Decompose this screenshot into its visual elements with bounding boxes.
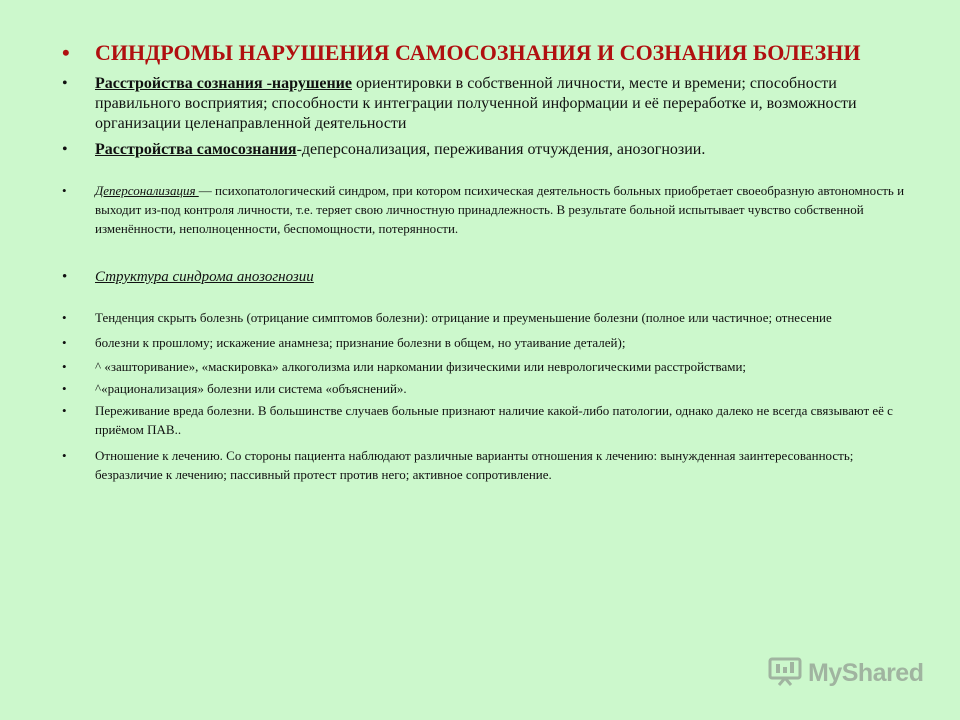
- bullet-dot: •: [62, 75, 68, 92]
- structure-item: [62, 357, 912, 376]
- structure-item: [62, 446, 912, 484]
- term-depersonalization: Деперсонализация: [95, 183, 199, 198]
- bullet-dot: •: [62, 403, 67, 418]
- term-self-consciousness: Расстройства самосознания: [95, 141, 297, 158]
- list-item-self-consciousness: [62, 140, 912, 160]
- structure-item: [62, 308, 912, 327]
- list-item-consciousness: [62, 74, 912, 134]
- text-consciousness: ориентировки в собственной личности, месте и времени; способности правильного восприятия; способности к интеграции полученной информации и её переработке и, возможности организации целенаправленной деятельности: [95, 75, 857, 132]
- bullet-dot: •: [62, 141, 68, 158]
- structure-item-text: ^ «зашторивание», «маскировка» алкоголизма или наркомании физическими или неврологическими расстройствами;: [95, 359, 747, 374]
- bullet-dot: •: [62, 269, 68, 285]
- slide-title-text: СИНДРОМЫ НАРУШЕНИЯ САМОСОЗНАНИЯ И СОЗНАНИЯ БОЛЕЗНИ: [95, 40, 861, 65]
- bullet-dot: •: [62, 183, 67, 198]
- list-item-depersonalization: [62, 181, 912, 238]
- text-depersonalization: — психопатологический синдром, при котором психическая деятельность больных приобретает своеобразную автономность и выходит из-под контроля личности, т.е. теряет свою личностную принадлежность. В результате больной испытывает чувство собственной изменённости, неполноценности, беспомощности, потерянности.: [95, 183, 905, 236]
- structure-item-text: Тенденция скрыть болезнь (отрицание симптомов болезни): отрицание и преуменьшение болезни (полное или частичное; отнесение: [95, 310, 832, 325]
- bullet-list: [62, 40, 912, 484]
- presentation-board-icon: [768, 656, 802, 691]
- term-consciousness: Расстройства сознания -нарушение: [95, 75, 352, 92]
- structure-item: [62, 379, 912, 398]
- structure-item: [62, 401, 912, 439]
- bullet-dot: •: [62, 40, 70, 65]
- structure-heading: [62, 267, 912, 287]
- structure-heading-text: Структура синдрома анозогнозии: [95, 269, 314, 285]
- bullet-dot: •: [62, 448, 67, 463]
- structure-item-text: Переживание вреда болезни. В большинстве случаев больные признают наличие какой-либо патологии, однако далеко не всегда связывают её с приёмом ПАВ..: [95, 403, 893, 437]
- structure-item-text: ^«рационализация» болезни или система «объяснений».: [95, 381, 407, 396]
- bullet-dot: •: [62, 310, 67, 325]
- structure-item: [62, 333, 912, 352]
- slide-title: [62, 40, 912, 66]
- structure-item-text: болезни к прошлому; искажение анамнеза; признание болезни в общем, но утаивание деталей);: [95, 335, 626, 350]
- bullet-dot: •: [62, 335, 67, 350]
- bullet-dot: •: [62, 359, 67, 374]
- structure-item-text: Отношение к лечению. Со стороны пациента наблюдают различные варианты отношения к лечению: вынужденная заинтересованность; безразличие к лечению; пассивный протест против него; активное сопротивление.: [95, 448, 854, 482]
- text-self-consciousness: -деперсонализация, переживания отчуждения, анозогнозии.: [296, 141, 706, 158]
- watermark-text: MyShared: [808, 659, 924, 687]
- bullet-dot: •: [62, 381, 67, 396]
- myshared-watermark: [768, 656, 923, 691]
